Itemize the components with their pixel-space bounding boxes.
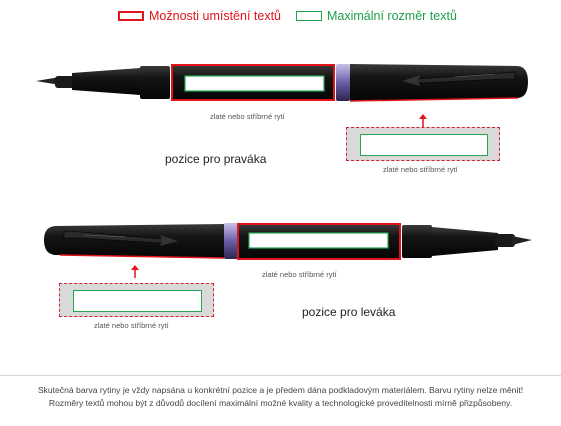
lh-alt-max-text-area [73,290,202,312]
placement-swatch-icon [118,11,144,21]
legend-max-size-label: Maximální rozměr textů [327,9,457,23]
rh-main-caption: zlaté nebo stříbrné rytí [210,112,285,121]
rh-arrow-icon [418,114,428,128]
legend-max-size [296,9,457,23]
rh-alt-placement-area [346,127,500,161]
disclaimer-line-2: Rozměry textů mohou být z důvodů docílení maximální možné kvality a technologické proveditelnosti mírně přizpůsobeny. [48,397,513,408]
disclaimer-line-1: Skutečná barva rytiny je vždy napsána u konkrétní pozice a je předem dána podkladovým materiálem. Barvu rytiny nelze měnit! [37,385,524,395]
rh-alt-max-text-area [360,134,488,156]
pen-cap [350,64,528,101]
max-size-swatch-icon [296,11,322,21]
max-text-area [185,76,324,91]
rh-alt-caption: zlaté nebo stříbrné rytí [383,165,458,174]
legend-placement-label: Možnosti umístění textů [149,9,282,23]
legend-placement [118,9,281,23]
pen-grip [72,68,140,95]
lh-alt-placement-area [59,283,214,317]
lh-main-caption: zlaté nebo stříbrné rytí [262,270,337,279]
legend [0,9,561,29]
rh-title: pozice pro praváka [165,152,267,166]
lh-arrow-icon [130,265,140,279]
max-text-area [249,233,388,248]
lh-alt-caption: zlaté nebo stříbrné rytí [94,321,169,330]
lh-title: pozice pro leváka [302,305,396,319]
pen-ring [336,64,350,101]
pen-grip [432,227,498,256]
pen-left-handed [0,218,561,268]
pen-tip [512,236,532,245]
disclaimer [0,384,561,409]
pen-ring [224,223,238,259]
divider [0,375,561,376]
pen-right-handed [0,55,561,115]
